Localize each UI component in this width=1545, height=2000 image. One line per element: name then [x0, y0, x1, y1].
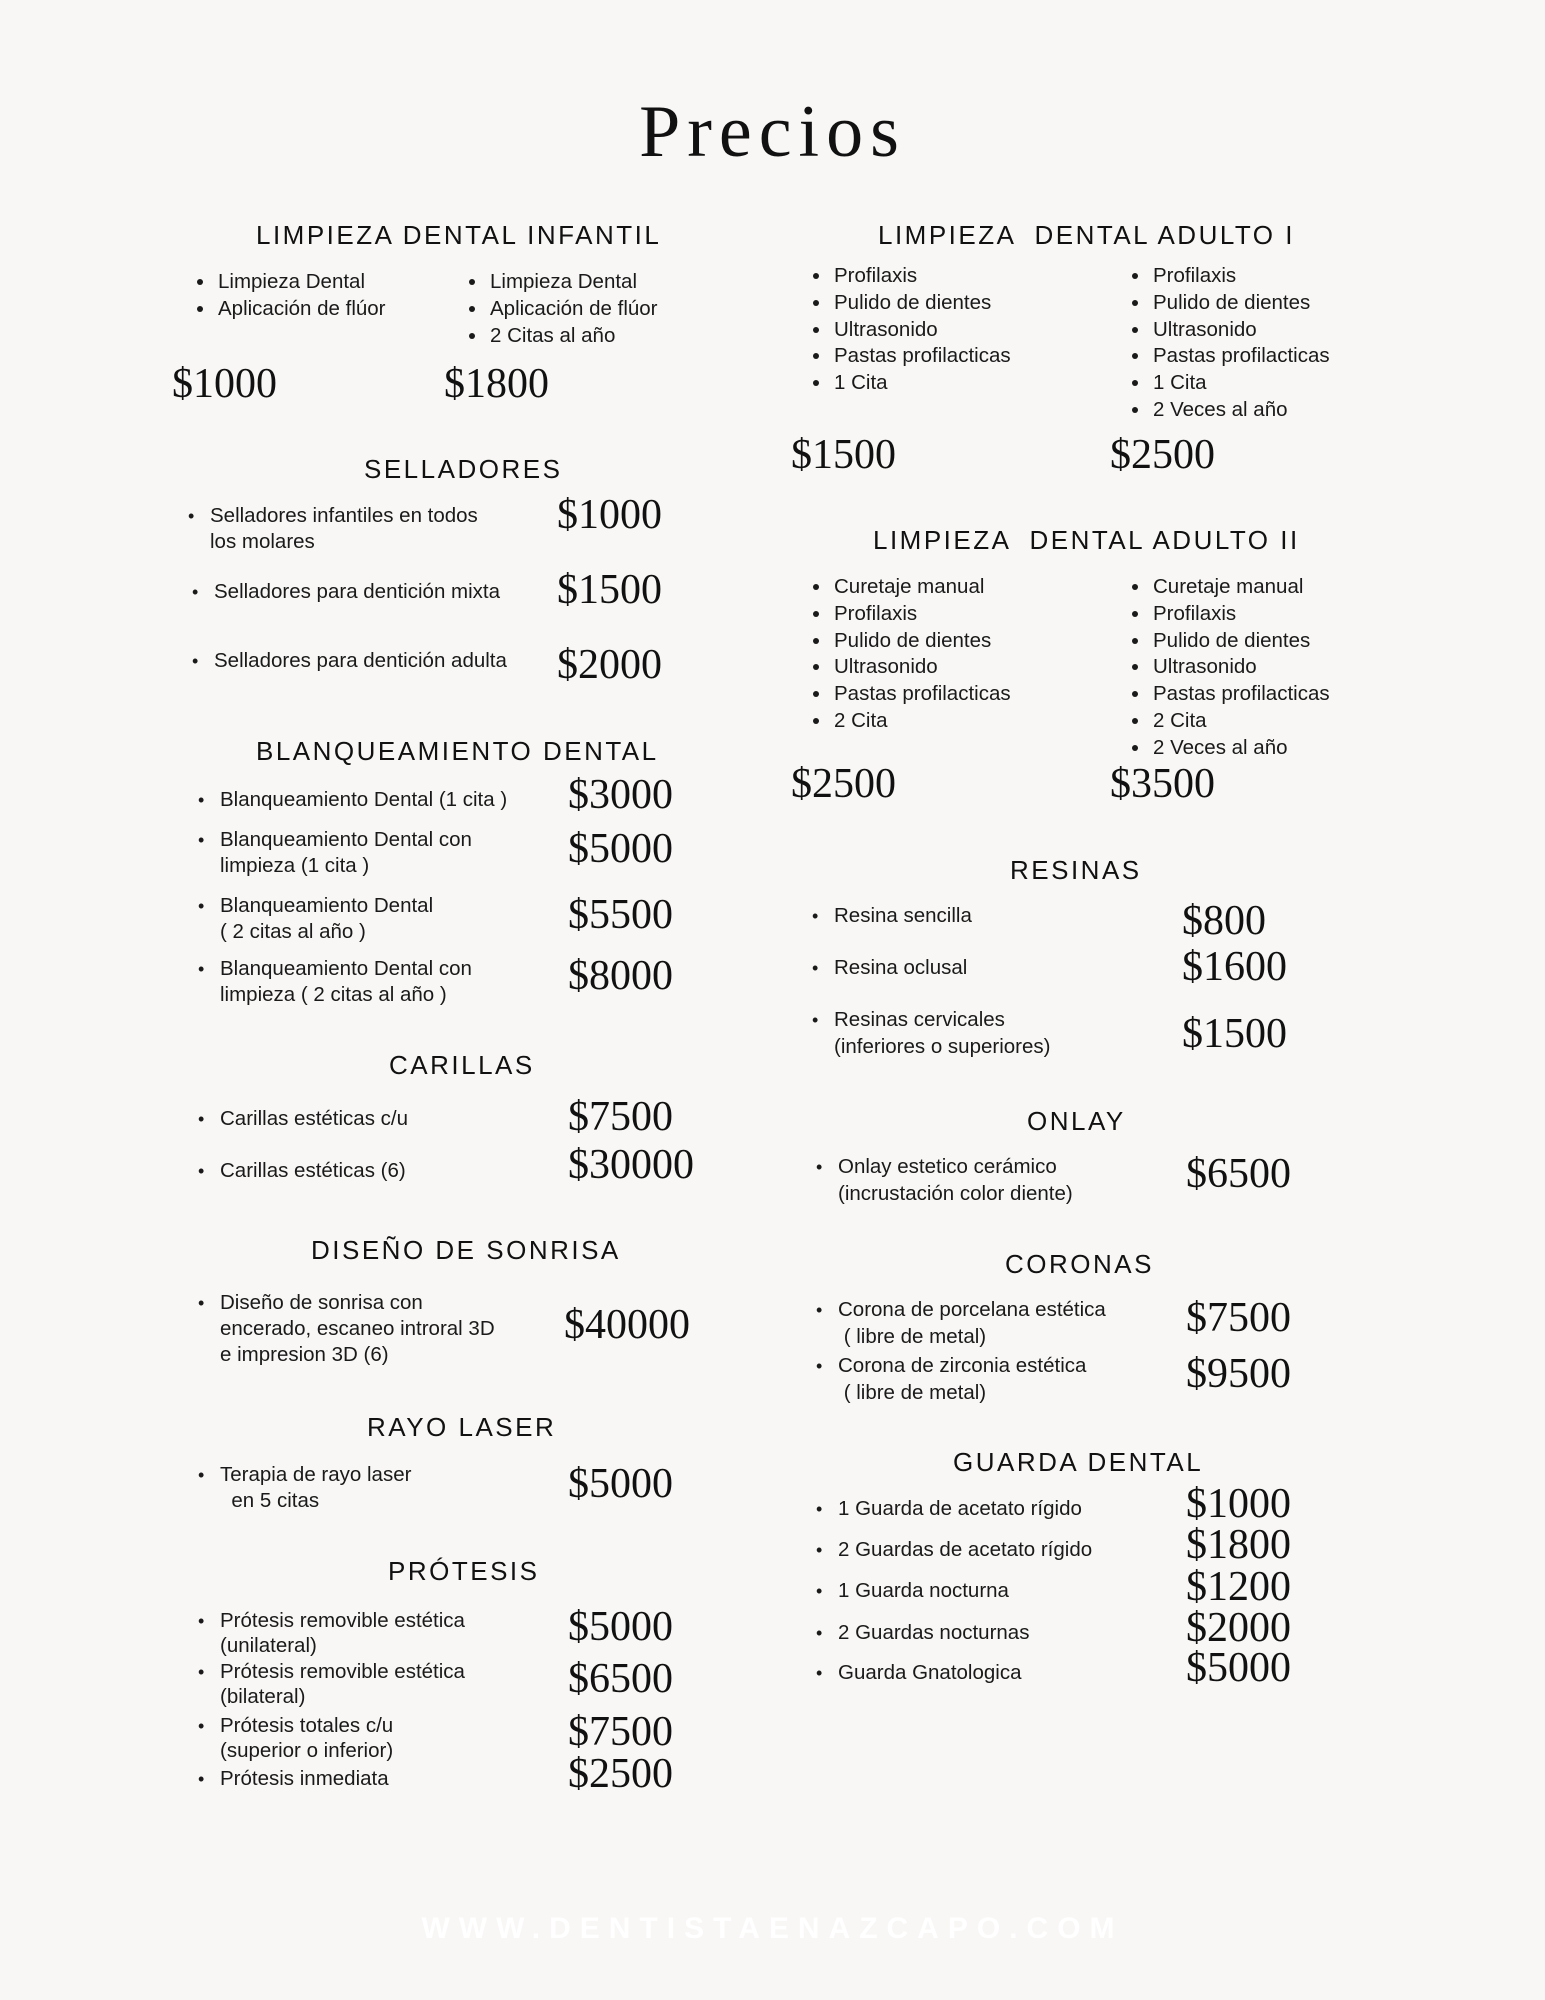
list-item: • 2 Citas al año [488, 323, 658, 350]
bullet-icon: • [198, 790, 205, 810]
price-resinas-1: $800 [1182, 898, 1266, 944]
list-item: • Pastas profilacticas [1151, 681, 1330, 708]
price-onlay-1: $6500 [1186, 1151, 1291, 1197]
price-resinas-2: $1600 [1182, 944, 1287, 990]
list-item: • Ultrasonido [832, 317, 1011, 344]
price-guarda-1: $1000 [1186, 1481, 1291, 1527]
price-guarda-2: $1800 [1186, 1522, 1291, 1568]
bullet-icon: • [816, 1663, 823, 1683]
bullet-icon: • [816, 1581, 823, 1601]
bullet-icon: • [198, 830, 205, 850]
bullet-icon: • [188, 506, 195, 526]
price-protesis-2: $6500 [568, 1656, 673, 1702]
list-item: • 2 Cita [1151, 708, 1330, 735]
list-item: • Curetaje manual [832, 574, 1011, 601]
list-item: • Pastas profilacticas [832, 681, 1011, 708]
section-title-adulto1: LIMPIEZA DENTAL ADULTO I [878, 220, 1295, 250]
section-title-blanqueamiento: BLANQUEAMIENTO DENTAL [256, 736, 659, 766]
bullet-icon: • [198, 1109, 205, 1129]
price-laser-1: $5000 [568, 1461, 673, 1507]
adulto1-plan1-list [804, 263, 1011, 397]
section-title-protesis: PRÓTESIS [388, 1556, 540, 1586]
bullet-icon: • [198, 959, 205, 979]
bullet-icon: • [812, 906, 819, 926]
price-adulto1-2: $2500 [1110, 432, 1215, 478]
price-blanqueamiento-2: $5000 [568, 826, 673, 872]
list-item: • Ultrasonido [832, 654, 1011, 681]
section-title-sonrisa: DISEÑO DE SONRISA [311, 1235, 621, 1265]
list-item: • Pulido de dientes [1151, 628, 1330, 655]
footer-website: WWW.DENTISTAENAZCAPO.COM [421, 1912, 1124, 1945]
section-title-coronas: CORONAS [1005, 1249, 1154, 1279]
price-infantil-1: $1000 [172, 361, 277, 407]
infantil-plan2-list [460, 269, 658, 349]
section-title-laser: RAYO LASER [367, 1412, 557, 1442]
infantil-plan1-list [188, 269, 386, 323]
price-carillas-1: $7500 [568, 1094, 673, 1140]
bullet-icon: • [816, 1623, 823, 1643]
bullet-icon: • [198, 1769, 205, 1789]
price-adulto1-1: $1500 [791, 432, 896, 478]
price-blanqueamiento-3: $5500 [568, 892, 673, 938]
list-item: • 2 Cita [832, 708, 1011, 735]
price-blanqueamiento-4: $8000 [568, 953, 673, 999]
section-title-adulto2: LIMPIEZA DENTAL ADULTO II [873, 525, 1300, 555]
bullet-icon: • [816, 1300, 823, 1320]
list-item: • Profilaxis [832, 263, 1011, 290]
bullet-icon: • [198, 1662, 205, 1682]
bullet-icon: • [816, 1157, 823, 1177]
list-item: • Pastas profilacticas [1151, 343, 1330, 370]
list-item: • Limpieza Dental [488, 269, 658, 296]
list-item: • 2 Veces al año [1151, 735, 1330, 762]
list-item: • Pulido de dientes [832, 628, 1011, 655]
bullet-icon: • [198, 1716, 205, 1736]
list-item: • Pulido de dientes [1151, 290, 1330, 317]
price-coronas-1: $7500 [1186, 1295, 1291, 1341]
bullet-icon: • [198, 896, 205, 916]
list-item: • Limpieza Dental [216, 269, 386, 296]
list-item: • 2 Veces al año [1151, 397, 1330, 424]
list-item: • 1 Cita [1151, 370, 1330, 397]
list-item: • Aplicación de flúor [216, 296, 386, 323]
list-item: • Pulido de dientes [832, 290, 1011, 317]
section-title-resinas: RESINAS [1010, 855, 1142, 885]
bullet-icon: • [816, 1356, 823, 1376]
bullet-icon: • [192, 582, 199, 602]
price-carillas-2: $30000 [568, 1142, 694, 1188]
section-title-onlay: ONLAY [1027, 1106, 1126, 1136]
adulto2-plan2-list [1123, 574, 1330, 762]
page-title: Precios [639, 91, 906, 173]
bullet-icon: • [192, 651, 199, 671]
bullet-icon: • [812, 958, 819, 978]
price-protesis-4: $2500 [568, 1751, 673, 1797]
bullet-icon: • [198, 1293, 205, 1313]
bullet-icon: • [198, 1465, 205, 1485]
price-selladores-3: $2000 [557, 642, 662, 688]
price-protesis-3: $7500 [568, 1709, 673, 1755]
bullet-icon: • [812, 1010, 819, 1030]
section-title-guarda: GUARDA DENTAL [953, 1447, 1204, 1477]
list-item: • Aplicación de flúor [488, 296, 658, 323]
price-selladores-2: $1500 [557, 567, 662, 613]
bullet-icon: • [816, 1540, 823, 1560]
adulto2-plan1-list [804, 574, 1011, 735]
price-infantil-2: $1800 [444, 361, 549, 407]
bullet-icon: • [198, 1611, 205, 1631]
list-item: • Ultrasonido [1151, 654, 1330, 681]
bullet-icon: • [198, 1161, 205, 1181]
adulto1-plan2-list [1123, 263, 1330, 424]
price-coronas-2: $9500 [1186, 1351, 1291, 1397]
list-item: • Ultrasonido [1151, 317, 1330, 344]
section-title-infantil: LIMPIEZA DENTAL INFANTIL [256, 220, 662, 250]
price-resinas-3: $1500 [1182, 1011, 1287, 1057]
price-sonrisa-1: $40000 [564, 1302, 690, 1348]
price-guarda-5: $5000 [1186, 1645, 1291, 1691]
list-item: • Profilaxis [832, 601, 1011, 628]
list-item: • Pastas profilacticas [832, 343, 1011, 370]
price-guarda-4: $2000 [1186, 1605, 1291, 1651]
section-title-carillas: CARILLAS [389, 1050, 535, 1080]
price-guarda-3: $1200 [1186, 1564, 1291, 1610]
price-protesis-1: $5000 [568, 1604, 673, 1650]
bullet-icon: • [816, 1499, 823, 1519]
list-item: • Curetaje manual [1151, 574, 1330, 601]
price-blanqueamiento-1: $3000 [568, 772, 673, 818]
price-selladores-1: $1000 [557, 492, 662, 538]
list-item: • Profilaxis [1151, 601, 1330, 628]
section-title-selladores: SELLADORES [364, 454, 563, 484]
price-adulto2-2: $3500 [1110, 761, 1215, 807]
list-item: • Profilaxis [1151, 263, 1330, 290]
price-adulto2-1: $2500 [791, 761, 896, 807]
list-item: • 1 Cita [832, 370, 1011, 397]
